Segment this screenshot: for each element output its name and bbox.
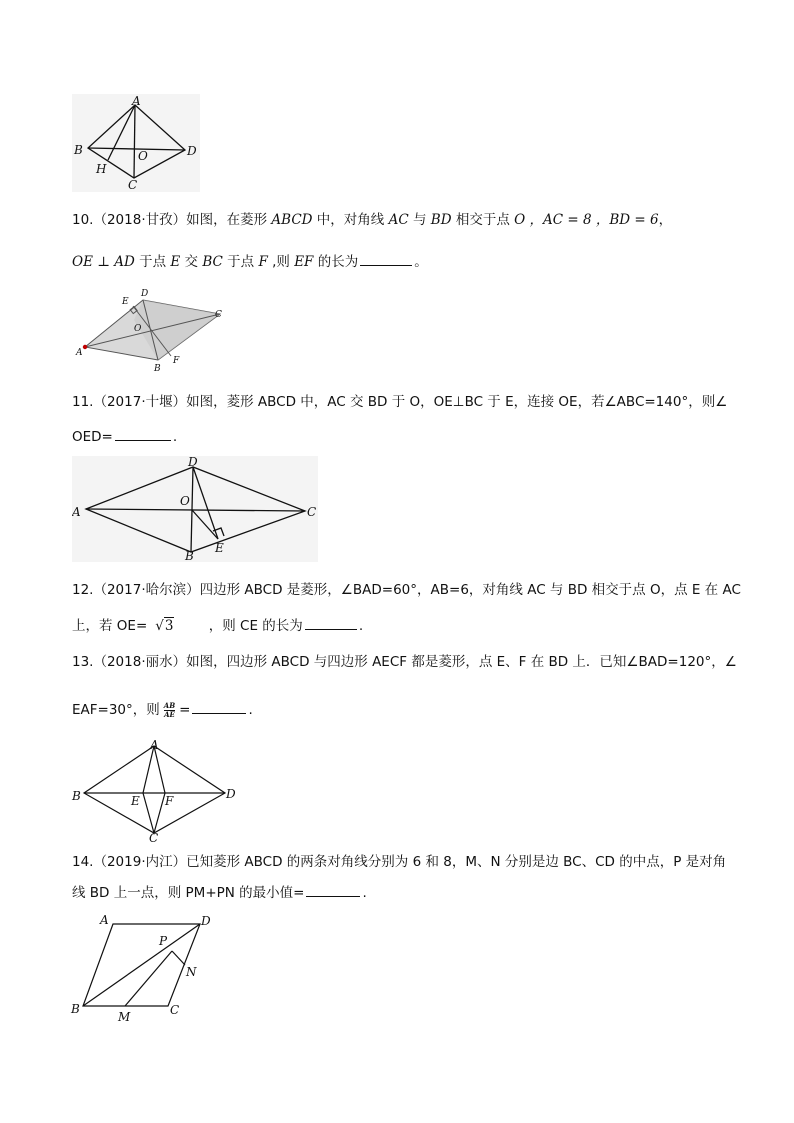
label-c: C [215,310,222,320]
label-b: B [74,143,83,157]
figure-q13-rhombi [70,738,240,846]
label-e: E [122,297,129,307]
label-o: O [180,494,190,508]
label-a: A [150,738,159,752]
label-p: P [159,934,168,948]
q10-jiao: 交 [184,254,199,270]
q10-oe-perp: OE ⊥ AD [72,254,135,270]
q10-o: O [514,212,526,228]
q10-yudian: 于点 [139,254,167,270]
q13-line1: 13.（2018·丽水）如图，四边形 ABCD 与四边形 AECF 都是菱形，点 E、F 在 BD 上．已知∠BAD=120°，∠ [72,654,737,670]
q14-end: . [362,885,367,901]
q10-ac: AC [388,212,409,228]
fraction-denominator: AE [164,709,175,719]
q10-ze: ,则 [272,254,290,270]
q10-line2 [72,252,428,271]
label-d: D [187,144,197,158]
label-o: O [138,149,148,163]
q10-bc: BC [202,254,223,270]
label-o: O [134,324,142,334]
label-c: C [170,1003,180,1017]
label-f: F [173,356,180,366]
q10-end2: 。 [414,254,428,270]
label-e: E [215,541,224,555]
point-a-marker [83,345,87,349]
label-c: C [149,831,159,845]
q10-ef: EF [294,254,314,270]
figure-q9-rhombus [72,94,202,194]
q14-line1: 14.（2019·内江）已知菱形 ABCD 的两条对角线分别为 6 和 8，M、N 分别是边 BC、CD 的中点，P 是对角 [72,854,727,870]
q10-line1 [72,211,672,229]
label-n: N [186,965,197,979]
q10-bd: BD [430,212,452,228]
q10-f: F [258,254,268,270]
label-b: B [185,549,194,563]
q10-mid1: 中，对角线 [316,212,385,228]
q13-line2 [72,700,253,719]
segment-pm [125,951,172,1006]
label-a: A [76,348,83,358]
figure-q11-rhombus [72,456,320,564]
q12-end: . [358,618,364,634]
q10-abcd: ABCD [271,212,313,228]
fraction-ab-over-ae [164,702,175,719]
label-b: B [72,789,81,803]
q12-prefix: 上，若 OE= [72,618,148,634]
label-c: C [307,505,317,519]
q12-line1: 12.（2017·哈尔滨）四边形 ABCD 是菱形，∠BAD=60°，AB=6，对角线 AC 与 BD 相交于点 O，点 E 在 AC [72,582,741,598]
segment-pn [172,951,185,965]
q10-e: E [170,254,181,270]
q10-mid2: 相交于点 [455,212,510,228]
diagonal-bd [83,924,200,1006]
q11-line2 [72,427,177,446]
q14-prefix: 线 BD 上一点，则 PM+PN 的最小值= [72,885,305,901]
q11-line1: 11.（2017·十堰）如图，菱形 ABCD 中，AC 交 BD 于 O，OE⊥BC 于 E，连接 OE，若∠ABC=140°，则∠ [72,394,728,410]
q10-yu: 与 [412,212,427,228]
label-d: D [226,787,236,801]
q12-line2 [72,616,363,635]
sqrt-expression: √3 [155,618,174,634]
rhombus-abcd [84,746,225,833]
q11-prefix: OED= [72,429,113,445]
q10-bd-eq: ，BD = 6 [595,212,659,228]
q11-end: . [172,429,178,445]
q12-answer-blank[interactable] [305,616,357,630]
q13-end: . [248,702,253,718]
label-d: D [141,289,149,299]
q10-ac-eq: ，AC = 8 [529,212,592,228]
label-b: B [154,364,161,374]
q14-answer-blank[interactable] [306,883,360,897]
q13-prefix: EAF=30°，则 [72,702,160,718]
q10-prefix: 10.（2018·甘孜）如图，在菱形 [72,212,268,228]
q12-mid: ，则 CE 的长为 [208,618,303,634]
q14-line2 [72,883,367,902]
label-d: D [188,456,198,469]
label-a: A [100,913,109,927]
q10-yudian2: 于点 [227,254,255,270]
fraction-numerator: AB [163,700,176,710]
label-a: A [132,94,141,108]
rhombus-aecf [143,746,165,833]
q13-equals: = [179,702,191,718]
label-a: A [72,505,81,519]
figure-q10-rhombus [74,284,234,379]
sqrt-radicand: 3 [164,618,174,634]
figure-q14-rhombus [68,910,228,1025]
q10-answer-blank[interactable] [360,252,412,266]
q11-answer-blank[interactable] [115,427,171,441]
label-b: B [71,1002,80,1016]
q13-answer-blank[interactable] [192,700,246,714]
label-h: H [96,162,107,176]
q10-end1: ， [658,212,673,228]
q10-de-chang: 的长为 [317,254,359,270]
label-m: M [118,1010,131,1024]
label-d: D [201,914,211,928]
label-e: E [131,794,140,808]
label-c: C [128,178,138,192]
label-f: F [165,794,174,808]
